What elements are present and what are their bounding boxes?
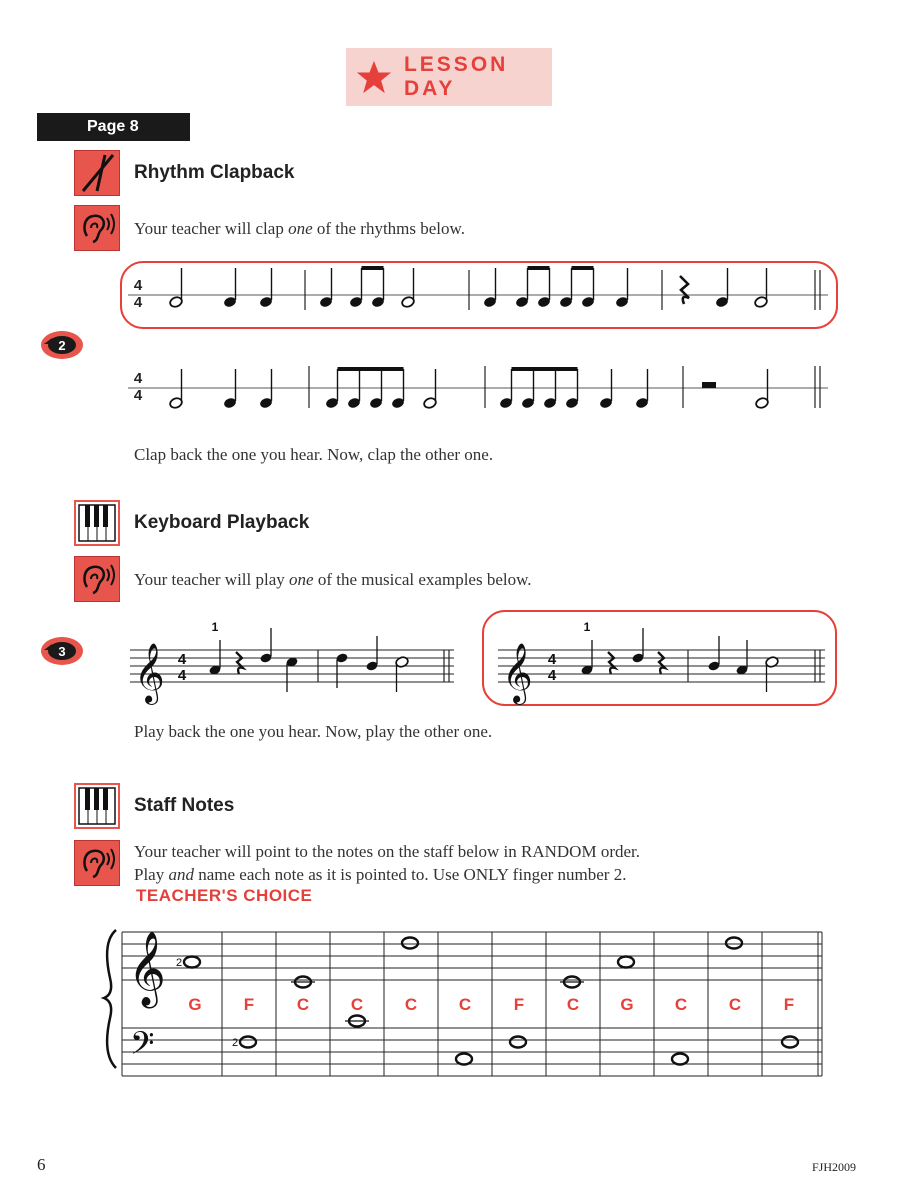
keyboard-icon — [74, 783, 120, 829]
note-name-label: C — [674, 995, 688, 1014]
half-note — [423, 369, 437, 409]
rhythm-instruction: Your teacher will clap one of the rhythms below. — [134, 219, 465, 238]
svg-text:4: 4 — [177, 667, 187, 684]
svg-text:4: 4 — [177, 651, 187, 668]
quarter-rest — [680, 276, 689, 304]
time-sig-bottom: 4 — [133, 294, 143, 311]
quarter-note — [715, 268, 729, 308]
drumsticks-icon — [74, 150, 120, 196]
svg-text:𝄞: 𝄞 — [502, 644, 533, 702]
svg-text:4: 4 — [133, 387, 143, 404]
melody-examples — [120, 608, 842, 708]
half-note — [169, 369, 183, 409]
eighth-note — [537, 268, 551, 308]
eighth-note — [325, 369, 339, 409]
note-name-label: G — [620, 995, 634, 1014]
quarter-note — [615, 268, 629, 308]
grand-staff — [100, 918, 830, 1082]
brace — [104, 930, 116, 1068]
eighth-note — [565, 369, 579, 409]
teachers-choice-label: TEACHER'S CHOICE — [136, 886, 313, 905]
rhythm-line-a — [128, 268, 828, 311]
note-name-label: C — [296, 995, 310, 1014]
eighth-note — [515, 268, 529, 308]
cd-disc-icon — [40, 330, 84, 360]
staff-instruction-1: Your teacher will point to the notes on the staff below in RANDOM order. — [134, 842, 640, 861]
half-note — [169, 268, 183, 308]
footer-code: FJH2009 — [812, 1160, 857, 1174]
eighth-note — [499, 369, 513, 409]
quarter-note — [483, 268, 497, 308]
note-name-label: F — [513, 995, 525, 1014]
eighth-note — [391, 369, 405, 409]
quarter-note — [259, 268, 273, 308]
staff-notes-title: Staff Notes — [134, 795, 235, 816]
lesson-day-banner — [346, 48, 552, 106]
note-name-labels — [188, 995, 794, 1014]
note-name-label: F — [783, 995, 795, 1014]
eighth-note — [543, 369, 557, 409]
note-name-label: C — [728, 995, 742, 1014]
note-name-label: C — [350, 995, 364, 1014]
half-rest — [702, 382, 716, 388]
eighth-note — [349, 268, 363, 308]
half-note — [401, 268, 415, 308]
finger-number: 2 — [176, 957, 183, 969]
svg-text:4: 4 — [547, 667, 557, 684]
quarter-note — [599, 369, 613, 409]
keyboard-followup: Play back the one you hear. Now, play the other one. — [134, 722, 493, 741]
keyboard-instruction: Your teacher will play one of the musical examples below. — [134, 570, 532, 589]
quarter-rest — [236, 652, 243, 674]
page-label: Page 8 — [37, 113, 190, 141]
finger-number: 2 — [232, 1037, 239, 1049]
rhythm-examples — [118, 258, 840, 418]
ear-icon — [74, 840, 120, 886]
quarter-note — [635, 369, 649, 409]
banner-title: LESSON DAY — [403, 53, 509, 100]
fingering-number: 1 — [211, 620, 219, 634]
keyboard-icon — [74, 500, 120, 546]
cd-disc-icon — [40, 636, 84, 666]
track-number-3: 3 — [58, 644, 66, 659]
ear-icon — [74, 205, 120, 251]
ear-icon — [74, 556, 120, 602]
staff-instruction-2: Play and name each note as it is pointed to. Use ONLY finger number 2. — [134, 865, 627, 884]
rhythm-line-b — [128, 366, 828, 409]
quarter-note — [319, 268, 333, 308]
note-name-label: C — [458, 995, 472, 1014]
star-icon — [356, 58, 392, 96]
time-sig-top: 4 — [133, 277, 143, 294]
note-name-label: F — [243, 995, 255, 1014]
note-name-label: G — [188, 995, 202, 1014]
svg-text:4: 4 — [133, 370, 143, 387]
rhythm-followup: Clap back the one you hear. Now, clap the other one. — [134, 445, 494, 464]
note-name-label: C — [404, 995, 418, 1014]
eighth-note — [559, 268, 573, 308]
half-note — [754, 268, 768, 308]
eighth-note — [347, 369, 361, 409]
half-note — [755, 369, 769, 409]
treble-clef: 𝄞 — [128, 932, 166, 1004]
eighth-note — [371, 268, 385, 308]
note-name-label: C — [566, 995, 580, 1014]
bass-clef: 𝄢 — [130, 1027, 155, 1069]
fingering-number: 1 — [583, 620, 591, 634]
eighth-note — [521, 369, 535, 409]
quarter-note — [223, 369, 237, 409]
rhythm-clapback-title: Rhythm Clapback — [134, 162, 295, 183]
page-number: 6 — [37, 1155, 46, 1174]
quarter-note — [259, 369, 273, 409]
treble-clef: 𝄞 — [134, 644, 165, 702]
eighth-note — [369, 369, 383, 409]
keyboard-playback-title: Keyboard Playback — [134, 512, 310, 533]
track-number-2: 2 — [58, 338, 66, 353]
quarter-note — [223, 268, 237, 308]
eighth-note — [581, 268, 595, 308]
svg-text:4: 4 — [547, 651, 557, 668]
